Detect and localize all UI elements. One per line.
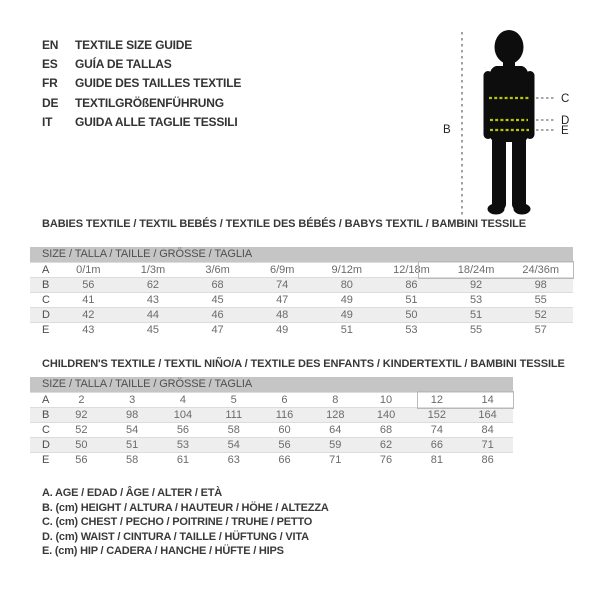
language-title-list <box>42 35 241 131</box>
size-value: 3/6m <box>205 264 230 276</box>
size-value: 68 <box>379 424 393 436</box>
size-value: 56 <box>278 439 291 451</box>
row-label: B <box>42 409 50 421</box>
size-value: 43 <box>82 324 95 336</box>
size-value: 98 <box>126 409 139 421</box>
chest-label-c: C <box>561 93 570 105</box>
size-value: 0/1m <box>76 264 101 276</box>
size-value: 53 <box>405 324 418 336</box>
size-value: 64 <box>329 424 342 436</box>
size-value: 6/9m <box>269 264 295 276</box>
language-row-en <box>42 35 241 54</box>
size-table-row-C <box>30 422 513 437</box>
row-label: A <box>42 264 50 276</box>
size-value: 116 <box>275 409 294 421</box>
size-value: 63 <box>227 454 240 466</box>
size-table-row-A <box>30 262 573 277</box>
size-value: 43 <box>146 294 160 306</box>
language-code: FR <box>42 76 58 91</box>
size-value: 46 <box>211 309 224 321</box>
size-table-row-D <box>30 437 513 452</box>
size-value: 128 <box>326 409 345 421</box>
size-value: 45 <box>146 324 160 336</box>
size-value: 50 <box>405 309 418 321</box>
children-section-title: CHILDREN'S TEXTILE / TEXTIL NIÑO/A / TEXTILE DES ENFANTS / KINDERTEXTIL / BAMBINI TESSILE <box>42 358 565 370</box>
size-value: 3 <box>129 394 136 406</box>
row-label: D <box>42 309 50 321</box>
size-value: 45 <box>211 294 224 306</box>
size-value: 53 <box>469 294 483 306</box>
size-value: 52 <box>534 309 547 321</box>
children-size-table <box>30 377 513 467</box>
babies-size-table <box>30 247 573 337</box>
row-label: A <box>42 394 50 406</box>
size-value: 86 <box>481 454 494 466</box>
size-value: 66 <box>430 439 443 451</box>
row-label: E <box>42 454 50 466</box>
size-value: 58 <box>227 424 240 436</box>
language-code: IT <box>42 114 53 129</box>
size-value: 111 <box>225 409 243 421</box>
size-value: 62 <box>379 439 393 451</box>
size-value: 164 <box>478 409 497 421</box>
size-value: 66 <box>278 454 291 466</box>
language-title: GUIDE DES TAILLES TEXTILE <box>75 76 242 91</box>
size-value: 55 <box>534 294 547 306</box>
babies-section-title: BABIES TEXTILE / TEXTIL BEBÉS / TEXTILE DES BÉBÉS / BABYS TEXTIL / BAMBINI TESSILE <box>42 218 527 230</box>
language-title: TEXTILGRÖßENFÜHRUNG <box>75 95 224 110</box>
size-value: 9/12m <box>331 264 363 276</box>
size-value: 56 <box>176 424 190 436</box>
size-value: 1/3m <box>140 264 166 276</box>
size-value: 42 <box>82 309 95 321</box>
size-table-row-D <box>30 307 573 322</box>
size-value: 5 <box>230 394 237 406</box>
size-table-row-E <box>30 452 513 467</box>
size-value: 61 <box>176 454 190 466</box>
language-title: GUÍA DE TALLAS <box>75 56 172 71</box>
size-value: 49 <box>340 294 353 306</box>
language-code: DE <box>42 95 59 110</box>
size-value: 51 <box>469 309 483 321</box>
legend-line-c: C. (cm) CHEST / PECHO / POITRINE / TRUHE / PETTO <box>42 516 313 528</box>
size-value: 51 <box>340 324 353 336</box>
size-value: 41 <box>82 294 95 306</box>
child-figure-diagram <box>435 20 595 225</box>
row-label: C <box>42 424 50 436</box>
size-value: 2 <box>78 394 85 406</box>
size-value: 12 <box>430 394 443 406</box>
size-table-row-E <box>30 322 573 337</box>
size-value: 58 <box>126 454 139 466</box>
language-title: GUIDA ALLE TAGLIE TESSILI <box>75 114 238 129</box>
row-label: B <box>42 279 50 291</box>
size-value: 62 <box>146 279 160 291</box>
size-value: 51 <box>126 439 139 451</box>
size-value: 18/24m <box>457 264 495 276</box>
size-value: 14 <box>481 394 494 406</box>
size-value: 92 <box>469 279 483 291</box>
size-value: 74 <box>276 279 289 291</box>
row-label: D <box>42 439 50 451</box>
language-row-es <box>42 54 241 73</box>
babies-table-header: SIZE / TALLA / TAILLE / GRÖSSE / TAGLIA <box>30 247 573 262</box>
children-table-header: SIZE / TALLA / TAILLE / GRÖSSE / TAGLIA <box>30 377 513 392</box>
legend-line-b: B. (cm) HEIGHT / ALTURA / HAUTEUR / HÖHE / ALTEZZA <box>42 501 329 514</box>
size-value: 54 <box>227 439 240 451</box>
language-title: TEXTILE SIZE GUIDE <box>75 37 193 52</box>
size-value: 98 <box>534 279 547 291</box>
size-value: 53 <box>176 439 190 451</box>
size-value: 55 <box>469 324 483 336</box>
size-value: 71 <box>481 439 494 451</box>
size-value: 92 <box>75 409 88 421</box>
size-value: 56 <box>82 279 95 291</box>
language-row-de <box>42 93 241 112</box>
size-value: 54 <box>126 424 139 436</box>
size-value: 59 <box>329 439 342 451</box>
size-value: 86 <box>405 279 418 291</box>
size-value: 81 <box>430 454 443 466</box>
size-value: 6 <box>281 394 288 406</box>
size-value: 56 <box>75 454 88 466</box>
size-value: 12/18m <box>393 264 430 276</box>
size-value: 60 <box>278 424 291 436</box>
language-code: ES <box>42 56 58 71</box>
size-value: 71 <box>329 454 342 466</box>
size-table-row-B <box>30 277 573 292</box>
size-value: 52 <box>75 424 88 436</box>
measurement-legend <box>42 486 329 559</box>
size-value: 49 <box>276 324 289 336</box>
size-value: 24/36m <box>522 264 560 276</box>
row-label: C <box>42 294 50 306</box>
child-silhouette <box>484 30 535 215</box>
size-value: 104 <box>173 409 193 421</box>
size-value: 51 <box>405 294 418 306</box>
size-value: 80 <box>340 279 353 291</box>
size-value: 47 <box>276 294 289 306</box>
size-value: 8 <box>332 394 339 406</box>
language-row-it <box>42 112 241 131</box>
legend-line-d: D. (cm) WAIST / CINTURA / TAILLE / HÜFTUNG / VITA <box>42 530 309 543</box>
waist-label-d: D <box>561 115 570 127</box>
size-table-row-C <box>30 292 573 307</box>
size-value: 140 <box>376 409 396 421</box>
size-table-row-A <box>30 392 513 407</box>
size-value: 68 <box>211 279 224 291</box>
size-value: 50 <box>75 439 88 451</box>
size-value: 47 <box>211 324 224 336</box>
size-value: 152 <box>427 409 446 421</box>
legend-line-a: A. AGE / EDAD / ÂGE / ALTER / ETÀ <box>42 487 223 499</box>
row-label: E <box>42 324 50 336</box>
height-label-b: B <box>443 124 451 136</box>
legend-line-e: E. (cm) HIP / CADERA / HANCHE / HÜFTE / HIPS <box>42 545 284 557</box>
size-value: 4 <box>179 394 186 406</box>
size-value: 48 <box>276 309 289 321</box>
hip-label-e: E <box>561 125 569 137</box>
size-value: 74 <box>430 424 443 436</box>
size-value: 76 <box>379 454 393 466</box>
size-value: 49 <box>340 309 353 321</box>
size-value: 84 <box>481 424 494 436</box>
language-code: EN <box>42 37 59 52</box>
size-value: 10 <box>379 394 393 406</box>
size-value: 57 <box>534 324 547 336</box>
size-value: 44 <box>146 309 160 321</box>
size-table-row-B <box>30 407 513 422</box>
language-row-fr <box>42 74 241 93</box>
